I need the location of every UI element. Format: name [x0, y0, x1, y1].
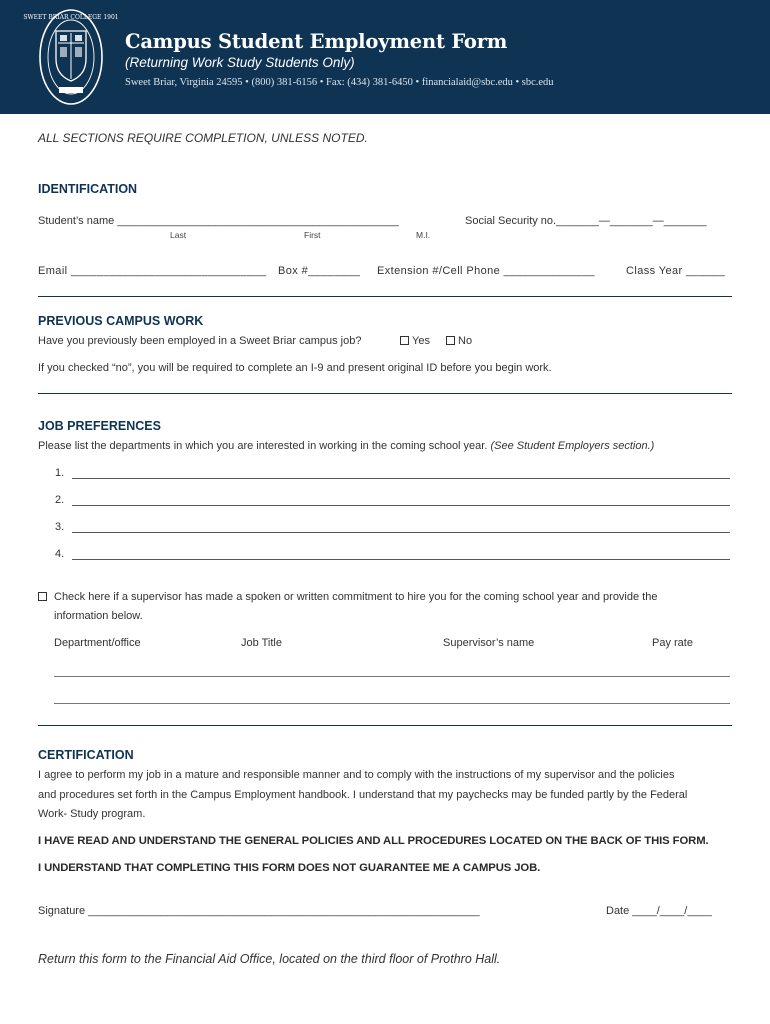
class-year-field[interactable]: Class Year ______ — [626, 265, 726, 277]
pref-number: 3. — [55, 521, 65, 533]
yes-label: Yes — [412, 335, 430, 347]
commitment-text: Check here if a supervisor has made a spoken or written commitment to hire you for the coming school year and provide the — [54, 591, 658, 603]
signature-field[interactable]: Signature ________________________________________________________________ — [38, 905, 480, 917]
requirement-note: ALL SECTIONS REQUIRE COMPLETION, UNLESS NOTED. — [38, 131, 368, 145]
pref-number: 4. — [55, 548, 65, 560]
commitment-checkbox[interactable] — [38, 592, 47, 601]
section-divider — [38, 393, 732, 394]
name-first-caption: First — [304, 230, 321, 240]
phone-field[interactable]: Extension #/Cell Phone ______________ — [377, 265, 595, 277]
form-title: Campus Student Employment Form — [125, 30, 508, 53]
column-header-department: Department/office — [54, 637, 141, 649]
student-name-field[interactable]: Student’s name ______________________________________________ — [38, 215, 399, 227]
section-divider — [38, 725, 732, 726]
commitment-text-cont: information below. — [54, 610, 143, 622]
date-field[interactable]: Date ____/____/____ — [606, 905, 712, 917]
section-divider — [38, 296, 732, 297]
section-heading-identification: IDENTIFICATION — [38, 182, 138, 196]
no-label: No — [458, 335, 473, 347]
section-heading-job-preferences: JOB PREFERENCES — [38, 419, 161, 433]
ssn-field[interactable]: Social Security no._______—_______—_______ — [465, 215, 707, 227]
section-heading-certification: CERTIFICATION — [38, 748, 134, 762]
pref-line-2[interactable] — [72, 505, 730, 506]
yes-checkbox[interactable] — [400, 335, 430, 347]
checkbox-icon — [446, 336, 455, 345]
preferences-instruction: Please list the departments in which you are interested in working in the coming school year. (See Student Employers section.) — [38, 440, 655, 452]
no-checkbox[interactable] — [446, 335, 472, 347]
email-field[interactable]: Email ______________________________ — [38, 265, 267, 277]
policy-acknowledgement: I HAVE READ AND UNDERSTAND THE GENERAL POLICIES AND ALL PROCEDURES LOCATED ON THE BACK OF THIS FORM. — [38, 835, 709, 847]
certification-text: and procedures set forth in the Campus Employment handbook. I understand that my paychecks may be funded partly by the Federal — [38, 789, 688, 801]
page-header — [0, 0, 770, 114]
certification-text: Work- Study program. — [38, 808, 146, 820]
column-header-supervisor: Supervisor’s name — [443, 637, 535, 649]
commitment-row-line[interactable] — [54, 676, 730, 677]
pref-number: 1. — [55, 467, 65, 479]
pref-line-3[interactable] — [72, 532, 730, 533]
name-last-caption: Last — [170, 230, 187, 240]
form-subtitle: (Returning Work Study Students Only) — [125, 55, 355, 70]
section-heading-previous-work: PREVIOUS CAMPUS WORK — [38, 314, 204, 328]
name-mi-caption: M.I. — [416, 230, 431, 240]
seal-text: SWEET BRIAR COLLEGE 1901 — [23, 14, 119, 21]
contact-info: Sweet Briar, Virginia 24595 • (800) 381-6156 • Fax: (434) 381-6450 • financialaid@sbc.edu • sbc.edu — [125, 77, 554, 88]
certification-text: I agree to perform my job in a mature and responsible manner and to comply with the instructions of my supervisor and the policies — [38, 769, 675, 781]
pref-line-1[interactable] — [72, 478, 730, 479]
i9-note: If you checked “no”, you will be required to complete an I-9 and present original ID before you begin work. — [38, 362, 552, 374]
column-header-job-title: Job Title — [241, 637, 282, 649]
checkbox-icon — [400, 336, 409, 345]
return-instructions: Return this form to the Financial Aid Office, located on the third floor of Prothro Hall. — [38, 952, 501, 966]
box-number-field[interactable]: Box #________ — [278, 265, 361, 277]
no-guarantee-statement: I UNDERSTAND THAT COMPLETING THIS FORM DOES NOT GUARANTEE ME A CAMPUS JOB. — [38, 862, 541, 874]
pref-number: 2. — [55, 494, 65, 506]
college-seal-logo — [23, 7, 119, 107]
pref-line-4[interactable] — [72, 559, 730, 560]
previous-job-question: Have you previously been employed in a Sweet Briar campus job? — [38, 335, 362, 347]
column-header-pay-rate: Pay rate — [652, 637, 693, 649]
commitment-row-line[interactable] — [54, 703, 730, 704]
